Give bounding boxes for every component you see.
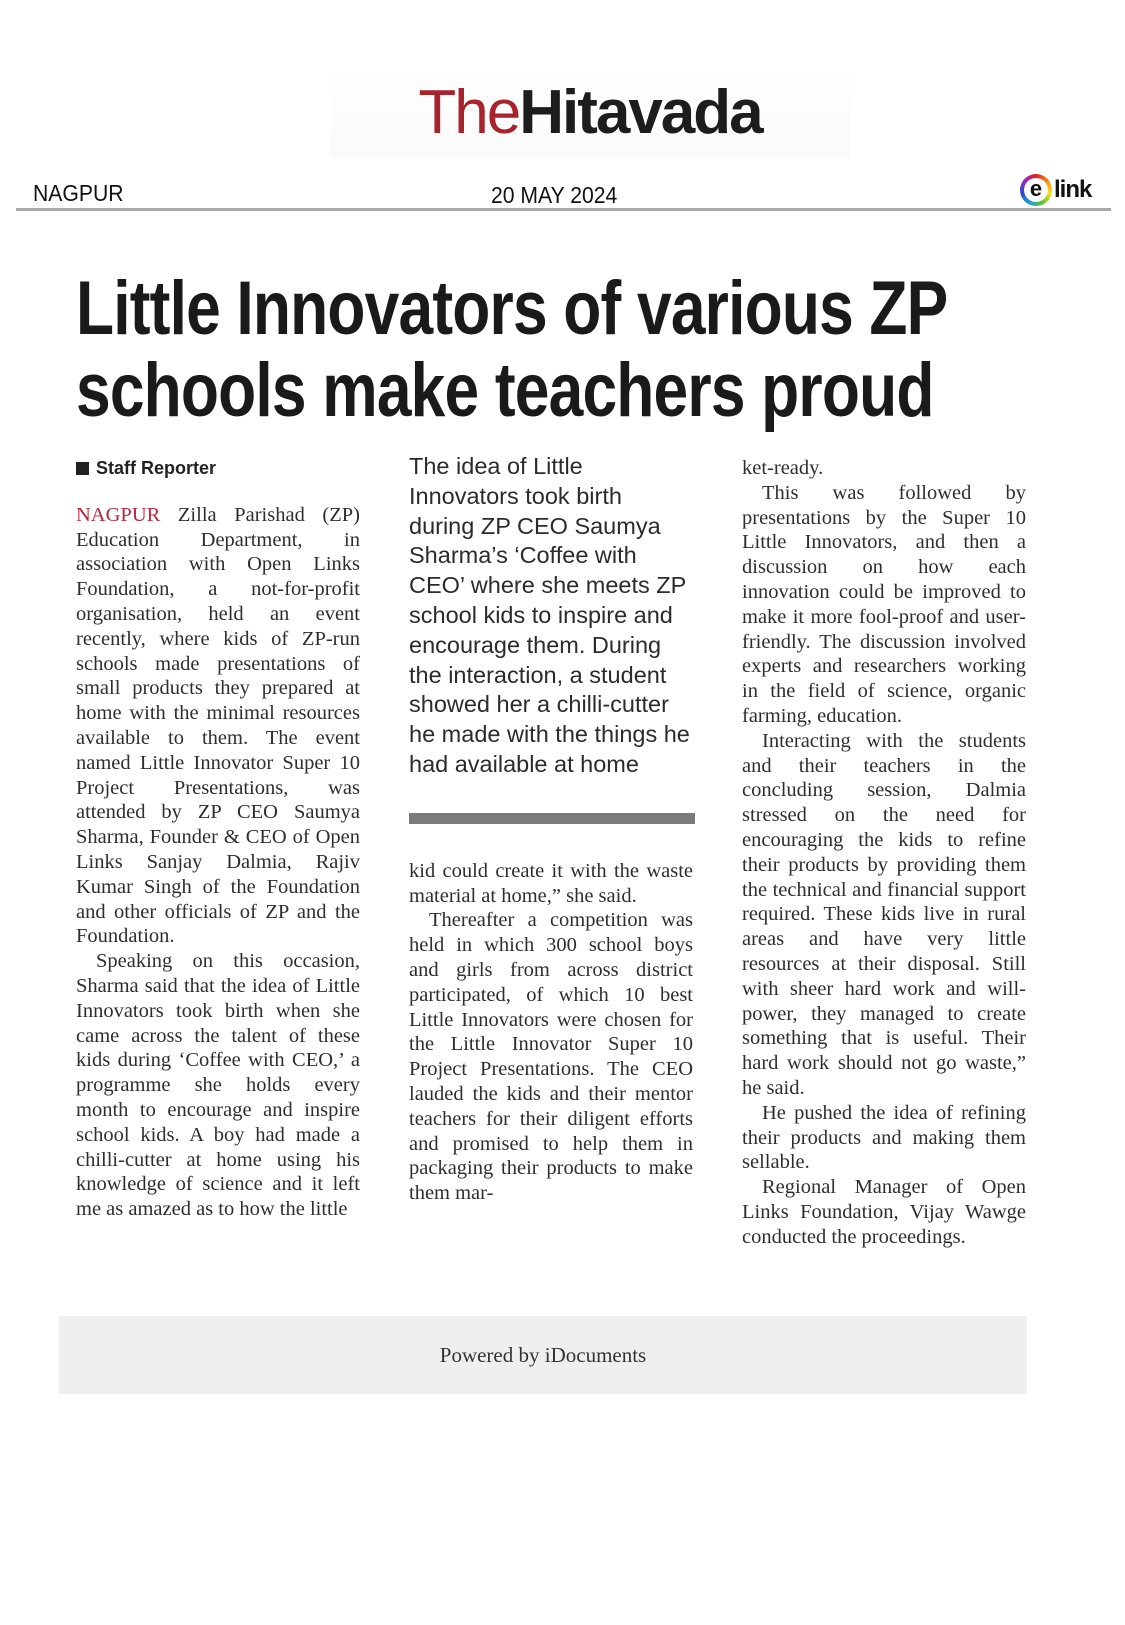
pull-quote-divider [409,813,695,824]
headline-line-2: schools make teachers proud [76,348,934,433]
powered-by-text: Powered by iDocuments [439,1342,647,1367]
elink-logo [1020,172,1091,208]
article-column-3 [742,456,1026,1250]
edition-city: NAGPUR [33,180,124,206]
header-divider [16,208,1111,211]
paragraph: kid could create it with the waste material at home,” she said. [409,859,693,907]
paragraph: Interacting with the students and their teachers in the concluding session, Dalmia stressed on the need for encouraging the kids to refine their products by providing them the technical and financial support required. These kids live in rural areas and have very little resources at their disposal. Still with sheer hard work and will-power, they managed to create something that is useful. Their hard work should not go waste,” he said. [742,729,1026,1099]
byline-text: Staff Reporter [96,458,217,478]
edition-date: 20 MAY 2024 [491,182,618,208]
paragraph: Speaking on this occasion, Sharma said that the idea of Little Innovators took birth when she came across the talent of these kids during ‘Coffee with CEO,’ a programme she holds every month to encourage and inspire school kids. A boy had made a chilli-cutter at home using his knowledge of science and it left me as amazed as to how the little [76,950,360,1221]
elink-e-letter: e [1024,178,1048,202]
paragraph: He pushed the idea of refining their products and making them sellable. [742,1101,1026,1174]
headline-line-1: Little Innovators of various ZP [76,266,948,351]
paragraph: Regional Manager of Open Links Foundation, Vijay Wawge conducted the proceedings. [742,1176,1026,1248]
paragraph [76,503,360,949]
dateline: NAGPUR [76,503,161,526]
paragraph: Thereafter a competition was held in which 300 school boys and girls from across district participated, of which 10 best Little Innovators were chosen for the Little Innovator Super 10 Project Presentations. The CEO lauded the kids and their mentor teachers for their diligent efforts and promised to help them in packaging their products to make them mar- [409,909,693,1205]
paragraph: This was followed by presentations by the Super 10 Little Innovators, and then a discussion on how each innovation could be improved to make it more fool-proof and user-friendly. The discussion involved experts and researchers working in the field of science, organic farming, education. [742,481,1026,727]
elink-text: link [1054,176,1092,203]
byline [76,456,360,481]
pull-quote: The idea of Little Innovators took birth during ZP CEO Saumya Sharma’s ‘Coffee with CEO’ where she meets ZP school kids to inspire and encourage them. During the interaction, a student showed her a chilli-cutter he made with the things he had available at home [409,453,690,777]
paragraph: ket-ready. [742,457,824,479]
footer-banner [59,1316,1027,1394]
logo-hitavada: Hitavada [519,78,762,147]
paragraph-text: Zilla Parishad (ZP) Education Department, in association with Open Links Foundation, a not-for-profit organisation, held an event recently, where kids of ZP-run schools made presentations of small products they prepared at home with the minimal resources available to them. The event named Little Innovator Super 10 Project Presentations, was attended by ZP CEO Saumya Sharma, Founder & CEO of Open Links Sanjay Dalmia, Rajiv Kumar Singh of the Foundation and other officials of ZP and the Foundation. [76,503,360,948]
article-column-1 [76,456,360,1222]
logo-the: The [418,78,520,147]
newspaper-logo [330,68,850,158]
edition-bar [16,178,1111,218]
article-column-2 [409,453,693,1206]
elink-logo-icon [1020,174,1052,206]
article-headline [76,266,948,433]
masthead [330,68,850,158]
byline-square-icon [76,462,89,475]
